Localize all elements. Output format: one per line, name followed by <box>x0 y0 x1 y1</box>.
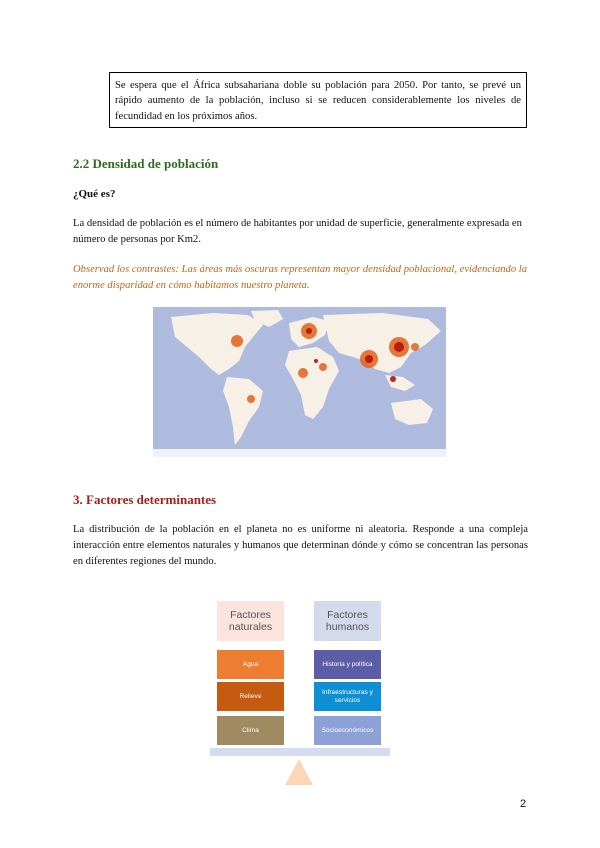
human-factors-title: Factores humanos <box>314 601 381 641</box>
callout-box <box>109 72 527 128</box>
density-note: Observad los contrastes: Las áreas más oscuras representan mayor densidad poblacional, evidenciando la enorme disparidad en cómo habitamos nuestro planeta. <box>73 264 528 291</box>
world-density-map <box>153 307 446 457</box>
callout-text: Se espera que el África subsahariana doble su población para 2050. Por tanto, se prevé un rápido aumento de la población, incluso si se reducen considerablemente los niveles de fecundidad en los próximos años. <box>115 80 521 122</box>
fulcrum-triangle <box>285 759 313 785</box>
factor-socioeconomicos: Socioeconómicos <box>314 716 381 745</box>
factors-heading: 3. Factores determinantes <box>73 492 217 507</box>
density-heading: 2.2 Densidad de población <box>73 156 219 171</box>
what-is-subheading: ¿Qué es? <box>73 188 116 200</box>
factor-clima: Clima <box>217 716 284 745</box>
antarctica <box>153 449 446 457</box>
balance-beam <box>210 748 390 756</box>
natural-factors-title: Factores naturales <box>217 601 284 641</box>
density-definition: La densidad de población es el número de habitantes por unidad de superficie, generalmente expresada en número de personas por Km2. <box>73 218 522 245</box>
factor-historia-politica: Historia y política <box>314 650 381 679</box>
factor-agua: Agua <box>217 650 284 679</box>
factors-paragraph: La distribución de la población en el planeta no es uniforme ni aleatoria. Responde a una compleja interacción entre elementos naturales y humanos que determinan dónde y cómo se concentran las personas en diferentes regiones del mundo. <box>73 524 528 567</box>
factor-infraestructuras: Infraestructuras y servicios <box>314 682 381 711</box>
balance-fulcrum <box>284 757 314 787</box>
factor-relieve: Relieve <box>217 682 284 711</box>
page-number: 2 <box>520 798 527 810</box>
factors-balance-diagram <box>210 595 390 790</box>
